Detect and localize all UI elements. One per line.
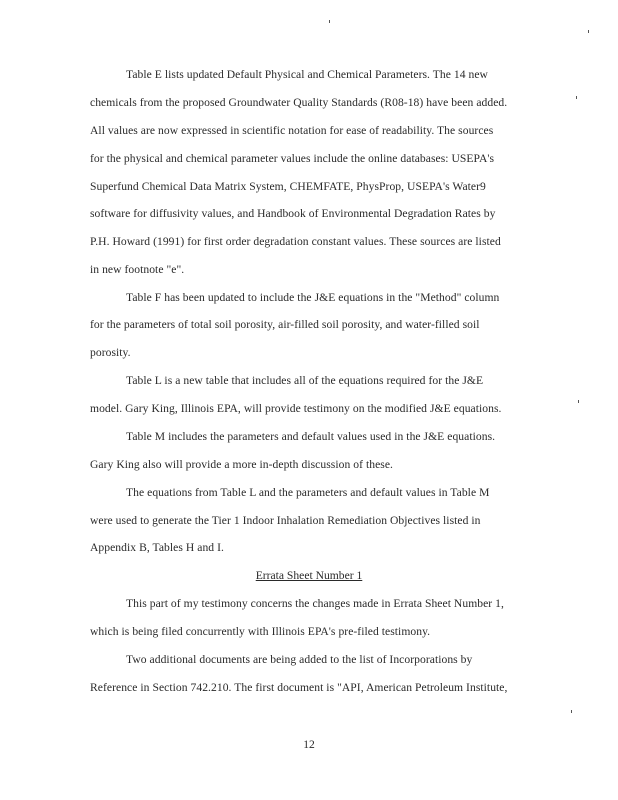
- paragraph-line: Superfund Chemical Data Matrix System, CHEMFATE, PhysProp, USEPA's Water9: [90, 180, 486, 193]
- paragraph-line: P.H. Howard (1991) for first order degradation constant values. These sources are listed: [90, 235, 501, 248]
- paragraph-line: for the physical and chemical parameter values include the online databases: USEPA's: [90, 152, 495, 165]
- paragraph-line: in new footnote "e".: [90, 263, 185, 276]
- paragraph-line: software for diffusivity values, and Handbook of Environmental Degradation Rates by: [90, 207, 496, 220]
- scan-speck: [576, 96, 577, 99]
- section-heading: Errata Sheet Number 1: [255, 569, 363, 582]
- paragraph-line: Gary King also will provide a more in-depth discussion of these.: [90, 458, 393, 471]
- paragraph-line: Table E lists updated Default Physical and Chemical Parameters. The 14 new: [126, 68, 488, 81]
- paragraph-line: Table L is a new table that includes all of the equations required for the J&E: [126, 374, 484, 387]
- paragraph-line: Two additional documents are being added to the list of Incorporations by: [126, 653, 473, 666]
- paragraph-line: chemicals from the proposed Groundwater Quality Standards (R08-18) have been added.: [90, 96, 508, 109]
- paragraph-line: This part of my testimony concerns the changes made in Errata Sheet Number 1,: [126, 597, 504, 610]
- paragraph-line: The equations from Table L and the parameters and default values in Table M: [126, 486, 490, 499]
- paragraph-line: model. Gary King, Illinois EPA, will provide testimony on the modified J&E equations.: [90, 402, 502, 415]
- scan-speck: [571, 710, 572, 713]
- paragraph-line: Table F has been updated to include the J&E equations in the "Method" column: [126, 291, 500, 304]
- paragraph-line: Appendix B, Tables H and I.: [90, 541, 224, 554]
- paragraph-line: were used to generate the Tier 1 Indoor Inhalation Remediation Objectives listed in: [90, 514, 481, 527]
- paragraph-line: which is being filed concurrently with Illinois EPA's pre-filed testimony.: [90, 625, 431, 638]
- paragraph-line: Table M includes the parameters and default values used in the J&E equations.: [126, 430, 496, 443]
- scan-speck: [588, 30, 589, 33]
- paragraph-line: porosity.: [90, 346, 131, 359]
- scan-speck: [578, 400, 579, 403]
- paragraph-line: for the parameters of total soil porosity, air-filled soil porosity, and water-filled soil: [90, 318, 480, 331]
- paragraph-line: Reference in Section 742.210. The first document is "API, American Petroleum Institute,: [90, 681, 508, 694]
- paragraph-line: All values are now expressed in scientific notation for ease of readability. The sources: [90, 124, 494, 137]
- scan-speck: [329, 20, 330, 23]
- page-number: 12: [303, 738, 315, 751]
